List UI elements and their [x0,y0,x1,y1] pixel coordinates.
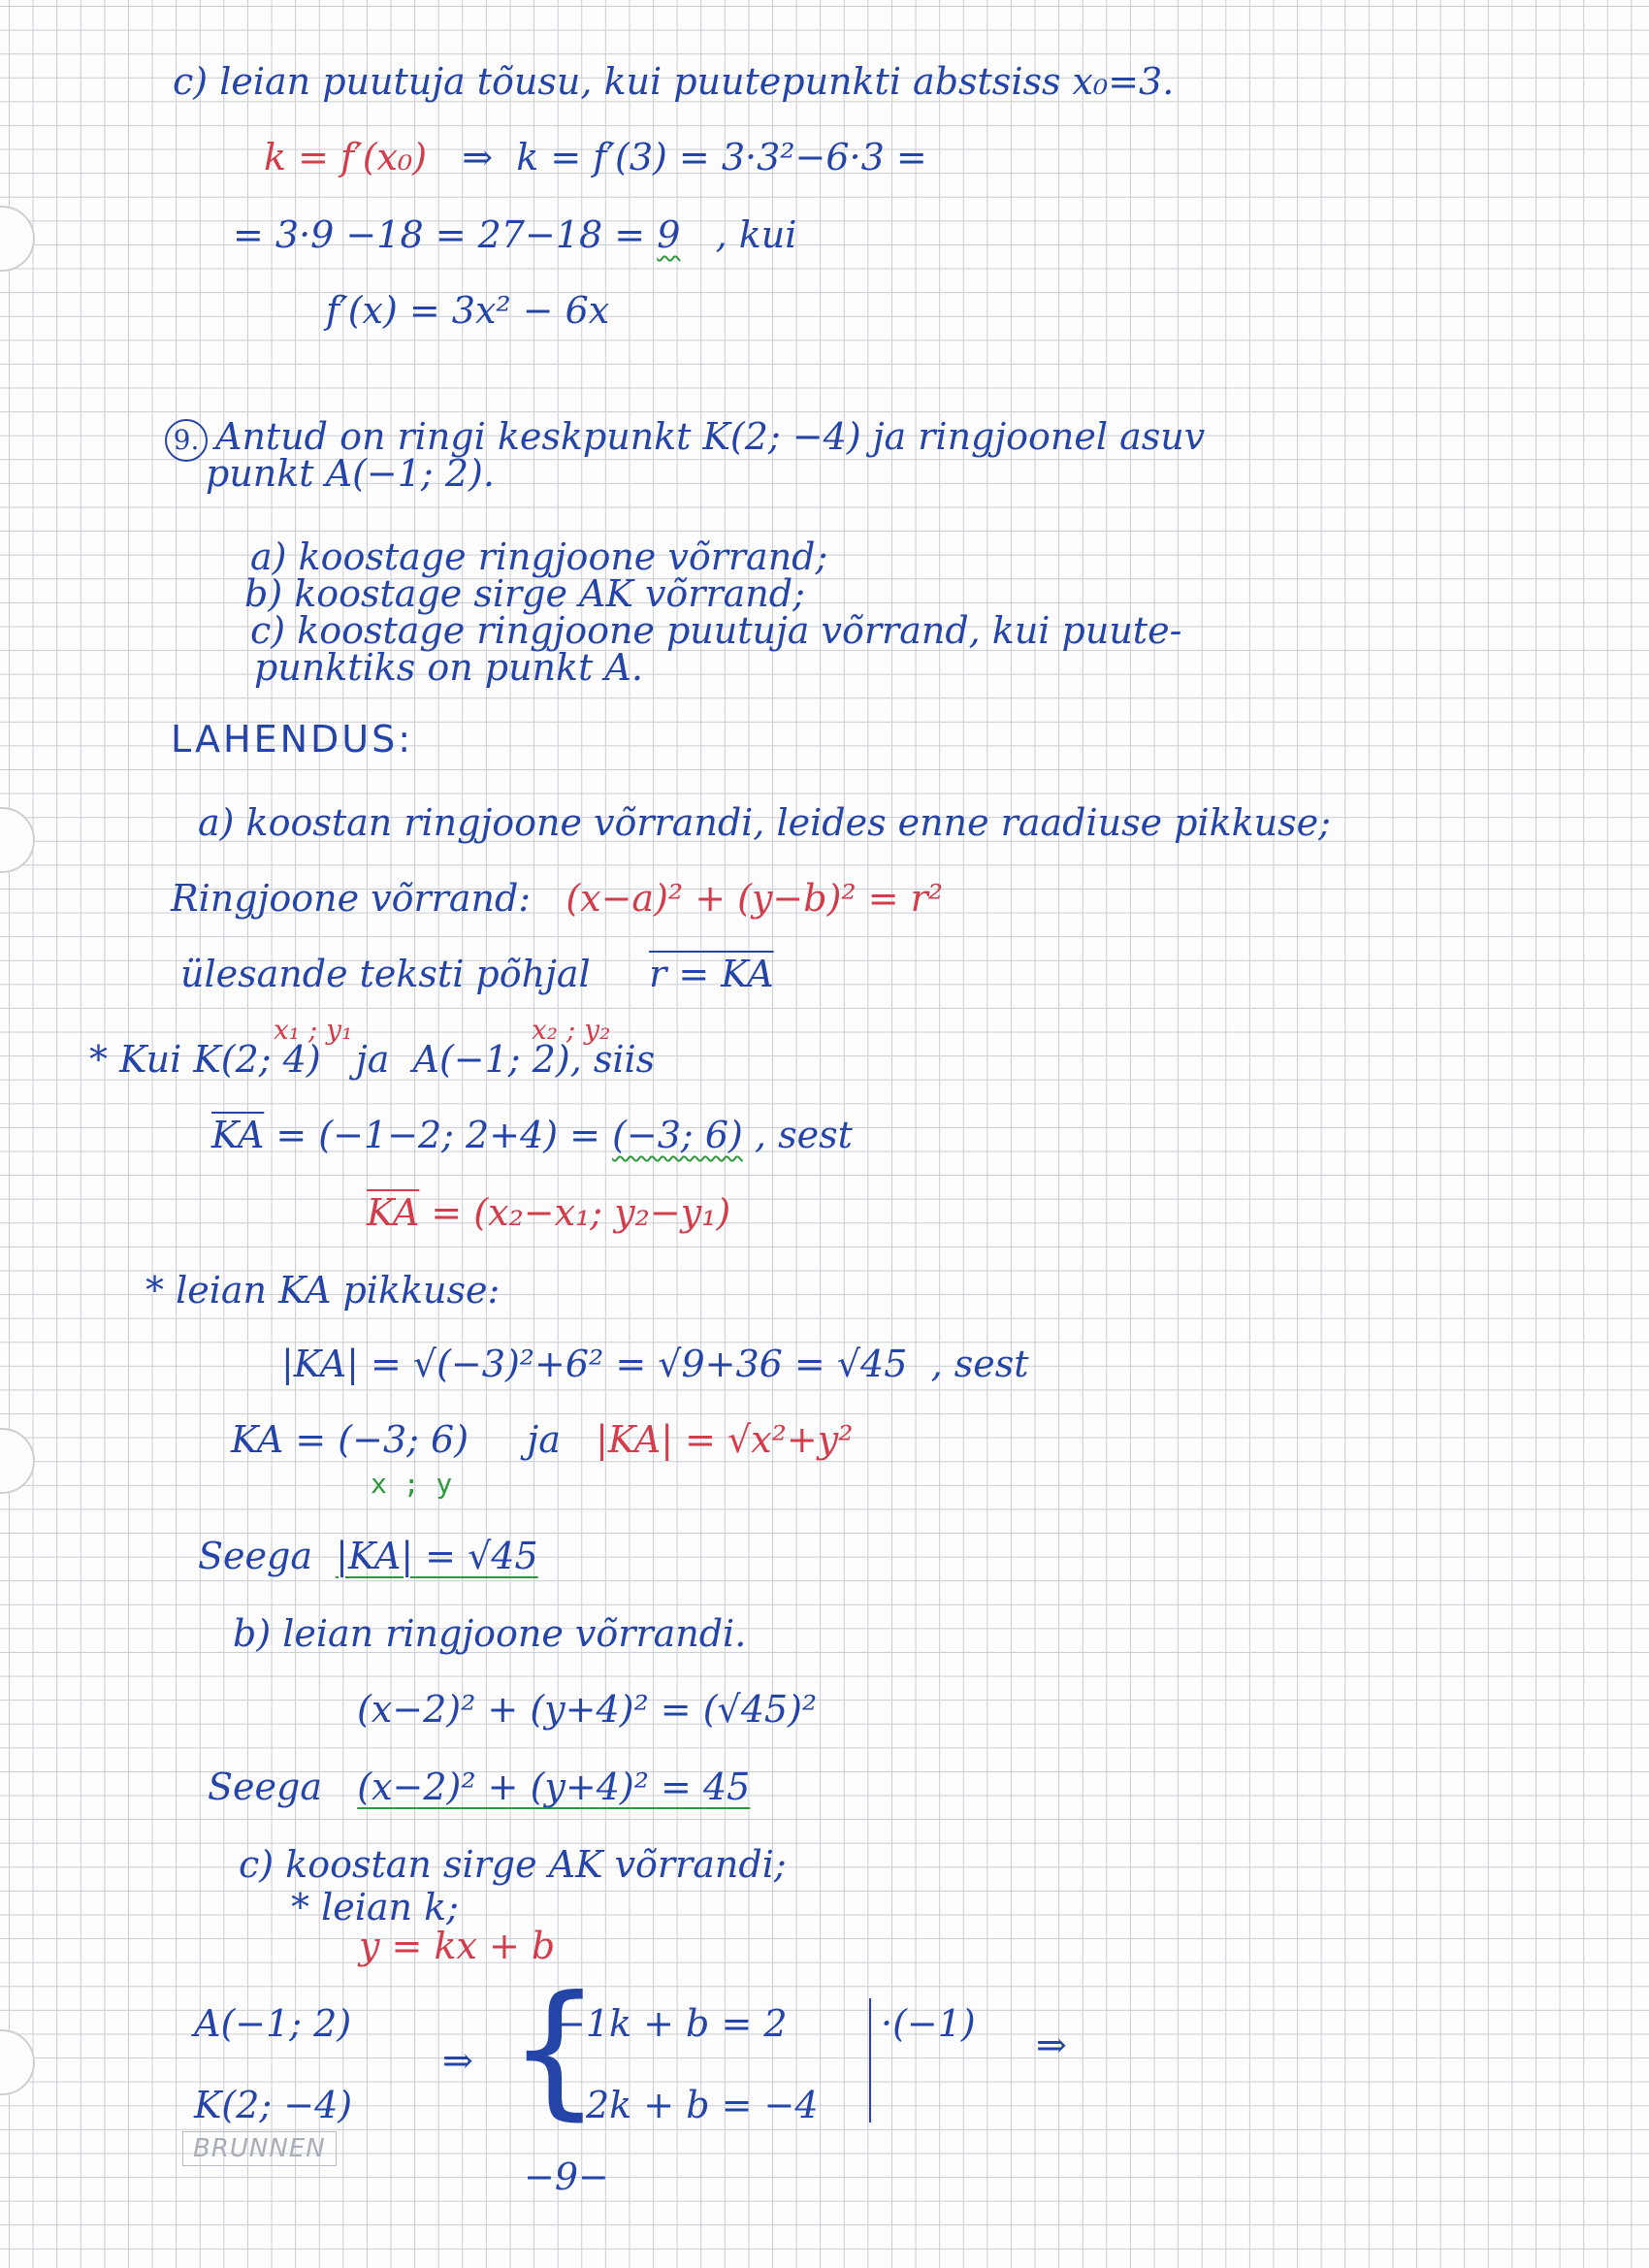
brand-stamp: BRUNNEN [182,2131,337,2166]
system-equation-1: −1k + b = 2 [555,2002,788,2045]
point-a: A(−1; 2) [412,1038,570,1081]
task9-sub-c: c) koostage ringjoone puutuja võrrand, kui puute- [250,609,1182,652]
point-k-line: K(2; −4) [194,2084,353,2126]
a-coordinate-labels: x₂ ; y₂ [532,1014,611,1046]
task9-sub-a: a) koostage ringjoone võrrand; [250,535,828,578]
punch-hole [0,1428,35,1494]
vector-formula-line: $\overline{KA} = (x_2-x_1$; y₂−y₁) [367,1191,731,1234]
slope-formula-line: k = f′(x₀) ⇒ k = f′(3) = 3·3²−6·3 = [264,136,927,178]
circle-equation-formula: (x−a)² + (y−b)² = r² [566,877,944,920]
task-basis-line: ülesande teksti põhjal r = KA [180,953,774,995]
punch-hole [0,206,35,272]
final-arrow: ⇒ [1036,2024,1067,2066]
derivative-line: f′(x) = 3x² − 6x [326,289,610,332]
system-arrow: ⇒ [442,2039,473,2082]
multiplier: ·(−1) [881,2002,976,2045]
line-equation-form: y = kx + b [359,1925,556,1967]
task9-sub-b: b) koostage sirge AK võrrand; [244,572,805,615]
task-number: 9. [165,419,208,462]
ka-vector-line: $\overline{KA} = (-1-2$; 2+4) = (−3; 6) , sest [211,1114,853,1156]
point-a-line: A(−1; 2) [194,2002,352,2045]
k-coordinate-labels: x₁ ; y₁ [274,1014,353,1046]
circle-result-line: Seega (x−2)² + (y+4)² = 45 [208,1766,751,1808]
circle-equation-result: (x−2)² + (y+4)² = 45 [357,1766,751,1808]
slope-calculation: k = f′(3) = 3·3²−6·3 = [516,136,927,178]
slope-definition: k = f′(x₀) [264,136,428,178]
slope-result: 9 [657,213,681,256]
system-brace: { [508,1965,601,2134]
page-number: −9− [524,2155,609,2198]
length-intro-line: * leian KA pikkuse: [146,1269,501,1312]
punch-hole [0,2029,35,2095]
xy-labels: x ; y [371,1468,453,1500]
length-result-line: Seega |KA| = √45 [198,1535,538,1577]
vector-ka: $\overline{KA}$ [211,1114,265,1156]
vector-ka-result: (−3; 6) [612,1114,743,1156]
calc-continuation: = 3·9 −18 = 27−18 = 9 , kui [233,213,797,256]
multiplier-bar [869,1998,871,2122]
radius-equals-ka: r = KA [649,953,774,995]
part-c-intro: c) leian puutuja tõusu, kui puutepunkti abstsiss x₀=3. [173,60,1175,103]
point-k: K(2; 4) [193,1038,321,1081]
solution-a-intro: a) koostan ringjoone võrrandi, leides enne raadiuse pikkuse; [198,801,1331,844]
length-calc-line: |KA| = √(−3)²+6² = √9+36 = √45 , sest [281,1343,1029,1385]
points-line: * Kui K(2; 4) ja A(−1; 2), siis [89,1038,656,1081]
modulus-formula-line: KA = (−3; 6) ja |KA| = √x²+y² [231,1418,854,1461]
solution-heading: LAHENDUS: [171,718,414,761]
task9-statement-cont: punkt A(−1; 2). [206,452,495,495]
system-equation-2: 2k + b = −4 [586,2084,819,2126]
task9-sub-c-cont: punktiks on punkt A. [254,646,643,689]
task9-statement: 9. Antud on ringi keskpunkt K(2; −4) ja ringjoonel asuv [165,415,1205,462]
solution-c-intro: c) koostan sirge AK võrrandi; [239,1843,787,1886]
find-k-line: * leian k; [291,1886,459,1928]
solution-b-intro: b) leian ringjoone võrrandi. [233,1612,747,1655]
punch-hole [0,807,35,873]
modulus-formula: |KA| = √x²+y² [596,1418,854,1461]
length-calculation: |KA| = √(−3)²+6² = √9+36 = √45 [281,1343,908,1385]
circle-equation-line: Ringjoone võrrand: (x−a)² + (y−b)² = r² [171,877,944,920]
length-result: |KA| = √45 [336,1535,538,1577]
circle-substitution: (x−2)² + (y+4)² = (√45)² [357,1688,818,1731]
